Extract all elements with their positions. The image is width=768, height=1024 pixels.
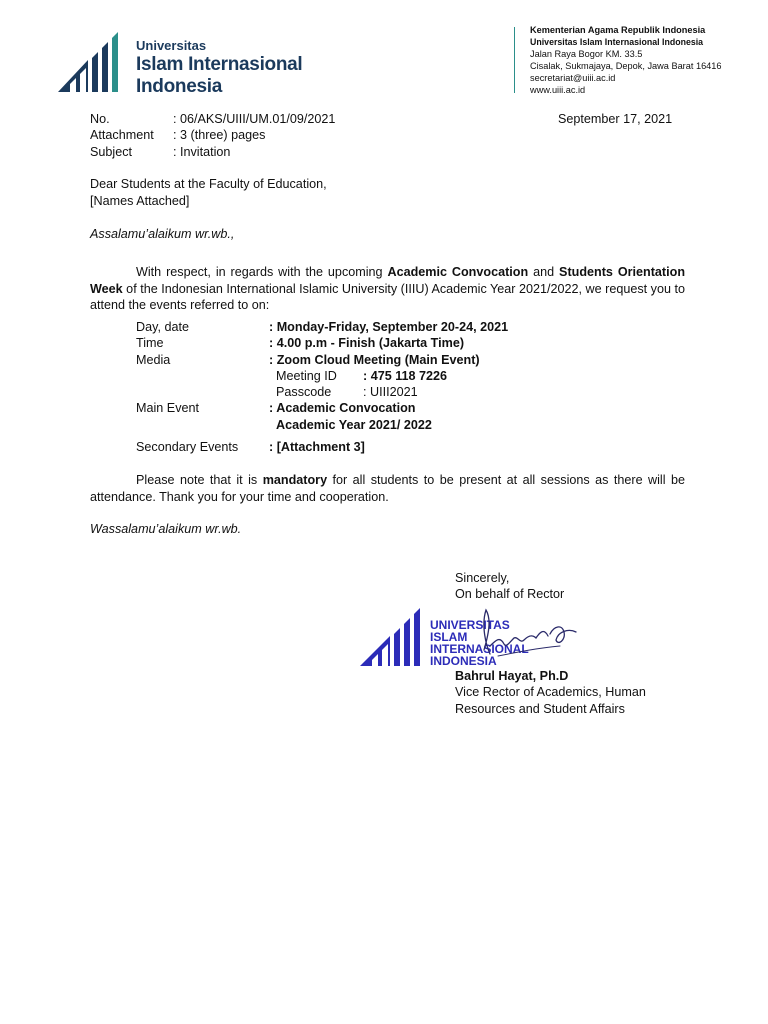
logo-line-1: Universitas <box>136 38 207 53</box>
addressee-line-2: [Names Attached] <box>90 194 190 208</box>
sincerely-text: Sincerely, <box>455 571 510 585</box>
subject-label: Subject <box>90 145 133 159</box>
on-behalf-text: On behalf of Rector <box>455 587 565 601</box>
day-date-value: : Monday-Friday, September 20-24, 2021 <box>269 320 509 334</box>
letter-date: September 17, 2021 <box>558 112 673 126</box>
secondary-events-label: Secondary Events <box>136 440 239 454</box>
passcode-label: Passcode <box>276 385 332 399</box>
p1-text-e: of the Indonesian International Islamic University (IIIU) Academic Year 2021/2022, we request you to attend the events referred to on: <box>90 281 685 312</box>
letter-number-label: No. <box>90 112 110 126</box>
ministry-name: Kementerian Agama Republik Indonesia <box>530 25 706 35</box>
passcode-value: : UIII2021 <box>363 385 418 399</box>
institution-name: Universitas Islam Internasional Indonesia <box>530 37 704 47</box>
university-logo-icon <box>58 30 124 94</box>
attachment-value: : 3 (three) pages <box>173 128 266 142</box>
opening-greeting: Assalamu’alaikum wr.wb., <box>90 227 235 241</box>
time-label: Time <box>136 336 164 350</box>
logo-line-3: Indonesia <box>136 76 222 97</box>
media-label: Media <box>136 353 171 367</box>
stamp-text-2: ISLAM <box>430 630 468 644</box>
signatory-title-1: Vice Rector of Academics, Human <box>455 685 646 699</box>
subject-value: : Invitation <box>173 145 231 159</box>
p2-text-c: for all students to be present at all sessions as there will be attendance. Thank you for your time and cooperation. <box>90 473 685 504</box>
main-event-value-1: : Academic Convocation <box>269 401 416 415</box>
day-date-label: Day, date <box>136 320 189 334</box>
addressee-line-1: Dear Students at the Faculty of Education, <box>90 177 327 191</box>
closing-greeting: Wassalamu’alaikum wr.wb. <box>90 522 242 536</box>
p2-mandatory: mandatory <box>262 473 328 487</box>
letter-number-value: : 06/AKS/UIII/UM.01/09/2021 <box>173 112 336 126</box>
handwritten-signature-icon <box>478 606 582 670</box>
logo-line-2: Islam Internasional <box>136 54 303 75</box>
address-line-2: Cisalak, Sukmajaya, Depok, Jawa Barat 16416 <box>530 61 722 71</box>
p1-orientation-week: Students Orientation Week <box>90 265 686 296</box>
header-divider <box>514 27 515 93</box>
stamp-text-4: INDONESIA <box>430 654 497 668</box>
main-event-label: Main Event <box>136 401 199 415</box>
signatory-title-2: Resources and Student Affairs <box>455 702 625 716</box>
meeting-id-label: Meeting ID <box>276 369 337 383</box>
attachment-label: Attachment <box>90 128 154 142</box>
p1-academic-convocation: Academic Convocation <box>387 265 529 279</box>
stamp-logo-icon <box>360 608 426 668</box>
p2-text-a: Please note that it is <box>136 473 263 487</box>
body-paragraph-2 <box>90 472 685 505</box>
email-address: secretariat@uiii.ac.id <box>530 73 616 83</box>
media-value: : Zoom Cloud Meeting (Main Event) <box>269 353 480 367</box>
time-value: : 4.00 p.m - Finish (Jakarta Time) <box>269 336 465 350</box>
stamp-text-3: INTERNASIONAL <box>430 642 529 656</box>
body-paragraph-1 <box>90 264 685 314</box>
p1-text-a: With respect, in regards with the upcoming <box>136 265 388 279</box>
signatory-name: Bahrul Hayat, Ph.D <box>455 669 569 683</box>
address-line-1: Jalan Raya Bogor KM. 33.5 <box>530 49 643 59</box>
stamp-text-1: UNIVERSITAS <box>430 618 510 632</box>
secondary-events-value: : [Attachment 3] <box>269 440 365 454</box>
website-address: www.uiii.ac.id <box>530 85 586 95</box>
p1-text-c: and <box>528 265 560 279</box>
main-event-value-2: Academic Year 2021/ 2022 <box>276 418 432 432</box>
meeting-id-value: : 475 118 7226 <box>363 369 448 383</box>
